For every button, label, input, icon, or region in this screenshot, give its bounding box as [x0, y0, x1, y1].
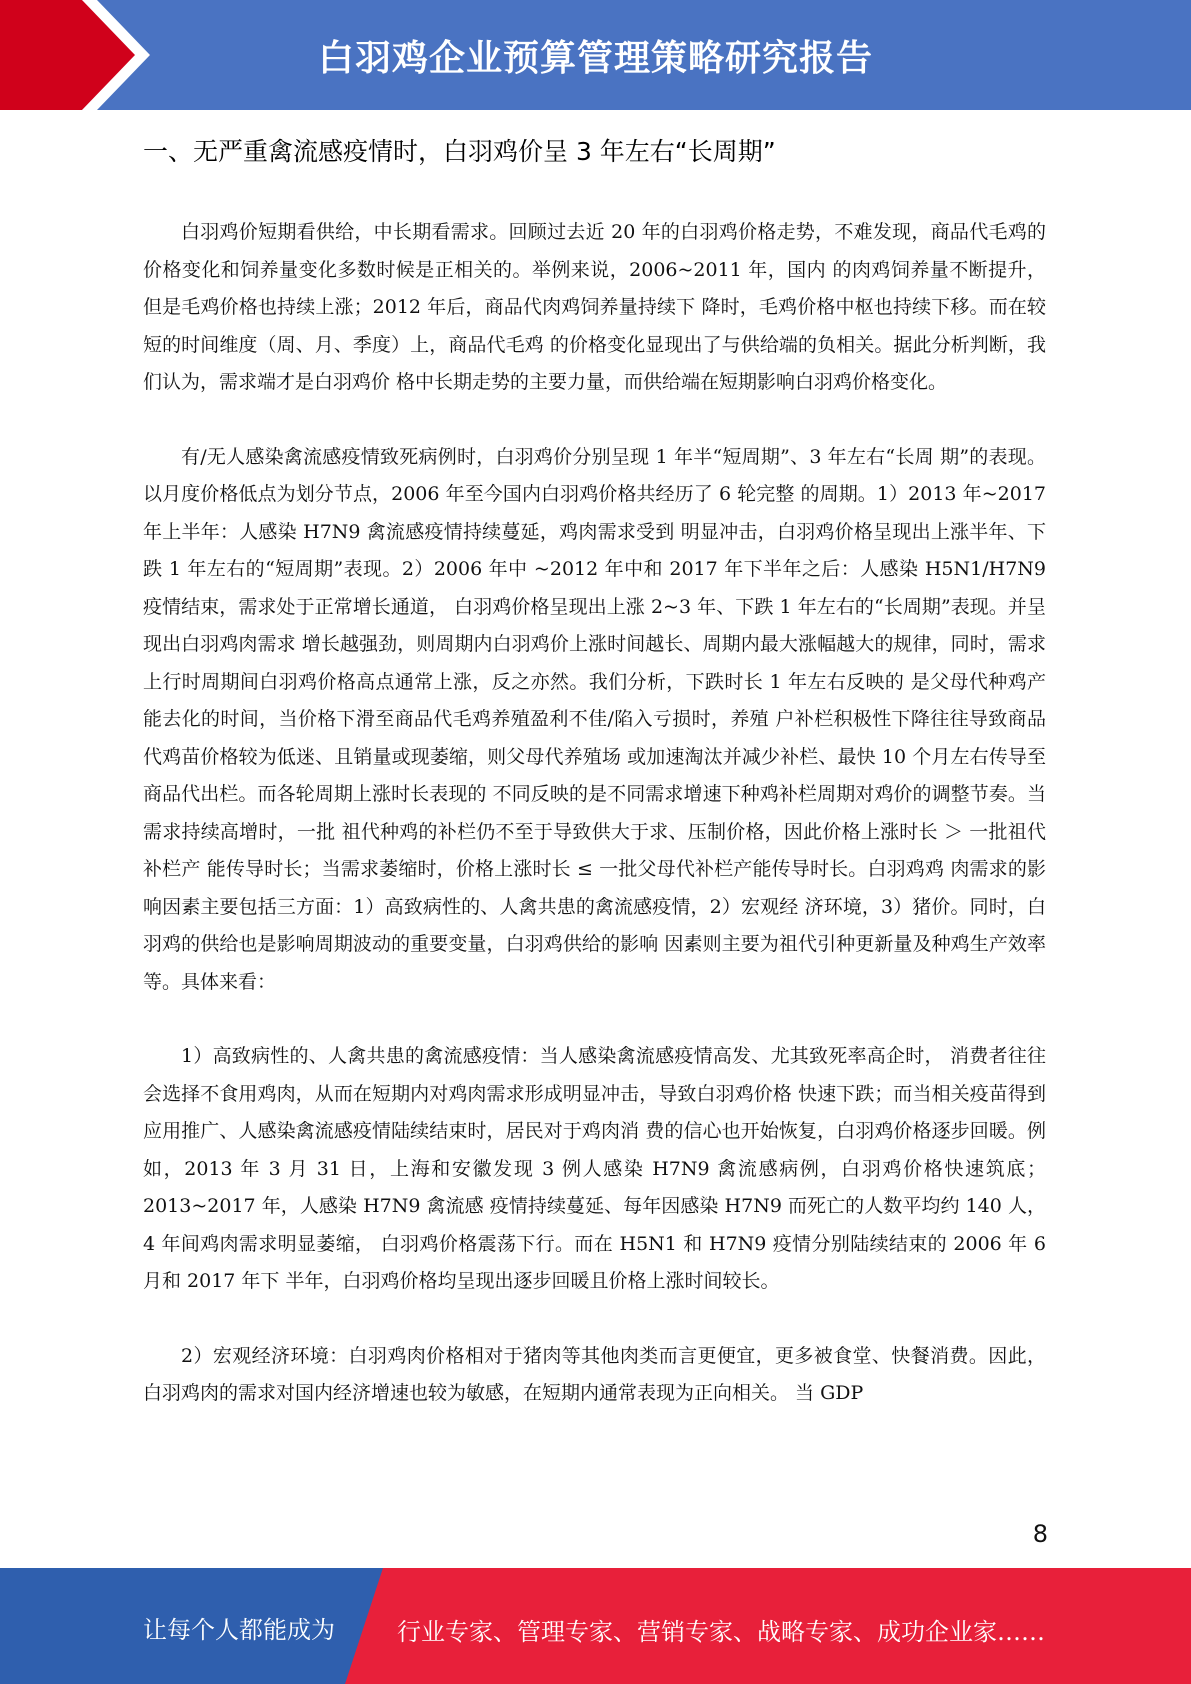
main-content [143, 128, 1046, 1450]
paragraph-3: 1）高致病性的、人禽共患的禽流感疫情：当人感染禽流感疫情高发、尤其致死率高企时， 消费者往往会选择不食用鸡肉，从而在短期内对鸡肉需求形成明显冲击，导致白羽鸡价格 快速下跌；而当相关疫苗得到应用推广、人感染禽流感疫情陆续结束时，居民对于鸡肉消 费的信心也开始恢复，白羽鸡价格逐步回暖。例如，2013 年 3 月 31 日，上海和安徽发现 3 例人感染 H7N9 禽流感病例，白羽鸡价格快速筑底；2013~2017 年，人感染 H7N9 禽流感 疫情持续蔓延、每年因感染 H7N9 而死亡的人数平均约 140 人，4 年间鸡肉需求明显萎缩， 白羽鸡价格震荡下行。而在 H5N1 和 H7N9 疫情分别陆续结束的 2006 年 6 月和 2017 年下 半年，白羽鸡价格均呈现出逐步回暖且价格上涨时间较长。 [143, 1045, 1046, 1292]
section-heading: 一、无严重禽流感疫情时，白羽鸡价呈 3 年左右“长周期” [143, 137, 776, 166]
footer-slogan-left: 让每个人都能成为 [143, 1616, 335, 1644]
paragraph-1: 白羽鸡价短期看供给，中长期看需求。回顾过去近 20 年的白羽鸡价格走势，不难发现，商品代毛鸡的价格变化和饲养量变化多数时候是正相关的。举例来说，2006~2011 年，国内 的肉鸡饲养量不断提升，但是毛鸡价格也持续上涨；2012 年后，商品代肉鸡饲养量持续下 降时，毛鸡价格中枢也持续下移。而在较短的时间维度（周、月、季度）上，商品代毛鸡 的价格变化显现出了与供给端的负相关。据此分析判断，我们认为，需求端才是白羽鸡价 格中长期走势的主要力量，而供给端在短期影响白羽鸡价格变化。 [143, 221, 1046, 393]
report-title: 白羽鸡企业预算管理策略研究报告 [317, 38, 873, 79]
footer-slogan-right: 行业专家、管理专家、营销专家、战略专家、成功企业家…… [397, 1618, 1045, 1646]
page-footer [0, 1568, 1191, 1684]
paragraph-2: 有/无人感染禽流感疫情致死病例时，白羽鸡价分别呈现 1 年半“短周期”、3 年左右“长周 期”的表现。以月度价格低点为划分节点，2006 年至今国内白羽鸡价格共经历了 6 轮完整 的周期。1）2013 年~2017 年上半年：人感染 H7N9 禽流感疫情持续蔓延，鸡肉需求受到 明显冲击，白羽鸡价格呈现出上涨半年、下跌 1 年左右的“短周期”表现。2）2006 年中 ~2012 年中和 2017 年下半年之后：人感染 H5N1/H7N9 疫情结束，需求处于正常增长通道， 白羽鸡价格呈现出上涨 2~3 年、下跌 1 年左右的“长周期”表现。并呈现出白羽鸡肉需求 增长越强劲，则周期内白羽鸡价上涨时间越长、周期内最大涨幅越大的规律，同时，需求 上行时周期间白羽鸡价格高点通常上涨，反之亦然。我们分析，下跌时长 1 年左右反映的 是父母代种鸡产能去化的时间，当价格下滑至商品代毛鸡养殖盈利不佳/陷入亏损时，养殖 户补栏积极性下降往往导致商品代鸡苗价格较为低迷、且销量或现萎缩，则父母代养殖场 或加速淘汰并减少补栏、最快 10 个月左右传导至商品代出栏。而各轮周期上涨时长表现的 不同反映的是不同需求增速下种鸡补栏周期对鸡价的调整节奏。当需求持续高增时，一批 祖代种鸡的补栏仍不至于导致供大于求、压制价格，因此价格上涨时长 ＞ 一批祖代补栏产 能传导时长；当需求萎缩时，价格上涨时长 ≤ 一批父母代补栏产能传导时长。白羽鸡鸡 肉需求的影响因素主要包括三方面：1）高致病性的、人禽共患的禽流感疫情，2）宏观经 济环境，3）猪价。同时，白羽鸡的供给也是影响周期波动的重要变量，白羽鸡供给的影响 因素则主要为祖代引种更新量及种鸡生产效率等。具体来看： [143, 445, 1046, 993]
page-number: 8 [1032, 1520, 1048, 1548]
paragraph-4: 2）宏观经济环境：白羽鸡肉价格相对于猪肉等其他肉类而言更便宜，更多被食堂、快餐消费。因此，白羽鸡肉的需求对国内经济增速也较为敏感，在短期内通常表现为正向相关。 当 GDP [143, 1344, 1046, 1404]
page-header [0, 0, 1191, 110]
